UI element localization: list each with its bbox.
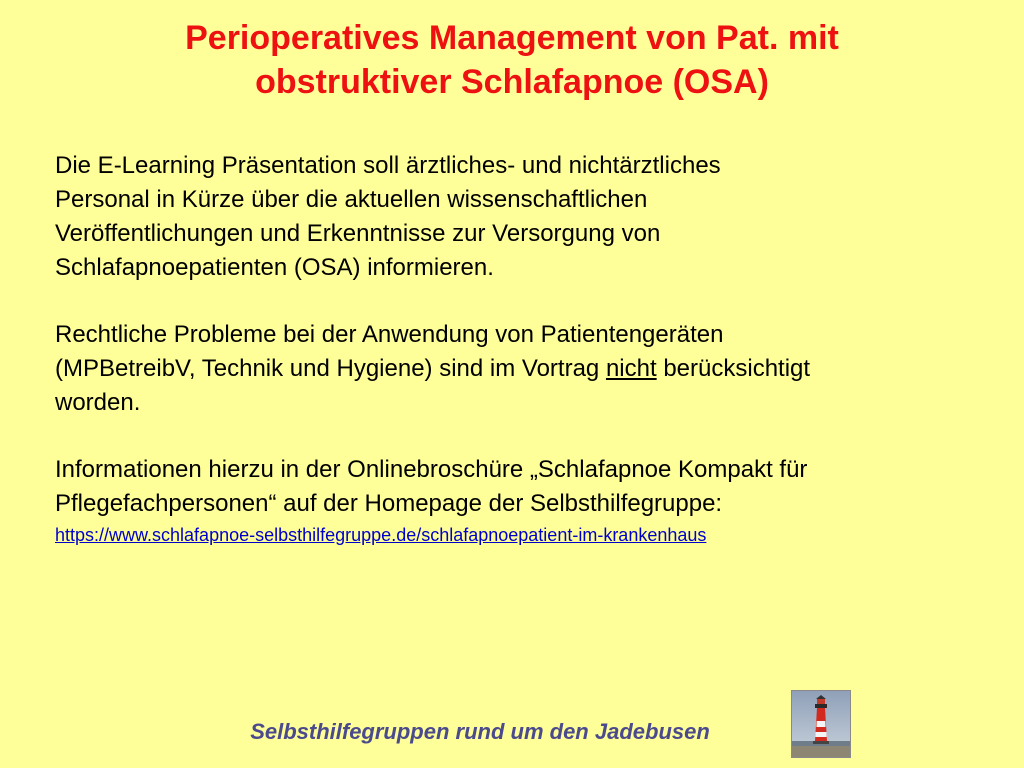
legal-line-3: worden. bbox=[55, 389, 141, 416]
slide-title-line-2: obstruktiver Schlafapnoe (OSA) bbox=[255, 63, 769, 101]
legal-line-2-start: (MPBetreibV, Technik und Hygiene) sind im Vortrag bbox=[55, 355, 606, 382]
legal-line-1: Rechtliche Probleme bei der Anwendung von Patientengeräten bbox=[55, 321, 724, 348]
emphasis-nicht: nicht bbox=[605, 355, 657, 382]
slide-title bbox=[40, 16, 984, 104]
info-line-1: Informationen hierzu in der Onlinebroschüre „Schlafapnoe Kompakt für bbox=[55, 456, 808, 483]
lighthouse-icon bbox=[791, 690, 851, 758]
legal-line-2-end: berücksichtigt bbox=[656, 355, 811, 382]
info-paragraph bbox=[55, 453, 995, 547]
legal-notice-paragraph bbox=[55, 318, 995, 420]
homepage-link[interactable]: https://www.schlafapnoe-selbsthilfegruppe.de/schlafapnoepatient-im-krankenhaus bbox=[55, 525, 707, 545]
info-line-2: Pflegefachpersonen“ auf der Homepage der Selbsthilfegruppe: bbox=[55, 490, 723, 517]
intro-paragraph bbox=[55, 149, 995, 285]
footer-text: Selbsthilfegruppen rund um den Jadebusen bbox=[250, 719, 710, 744]
legal-line-2 bbox=[55, 352, 995, 386]
intro-line-2: Personal in Kürze über die aktuellen wissenschaftlichen bbox=[55, 186, 648, 213]
intro-line-3: Veröffentlichungen und Erkenntnisse zur Versorgung von bbox=[55, 220, 661, 247]
intro-line-1: Die E-Learning Präsentation soll ärztliches- und nichtärztliches bbox=[55, 152, 721, 179]
slide-body bbox=[55, 149, 995, 580]
slide-title-line-1: Perioperatives Management von Pat. mit bbox=[185, 19, 839, 57]
intro-line-4: Schlafapnoepatienten (OSA) informieren. bbox=[55, 254, 494, 281]
